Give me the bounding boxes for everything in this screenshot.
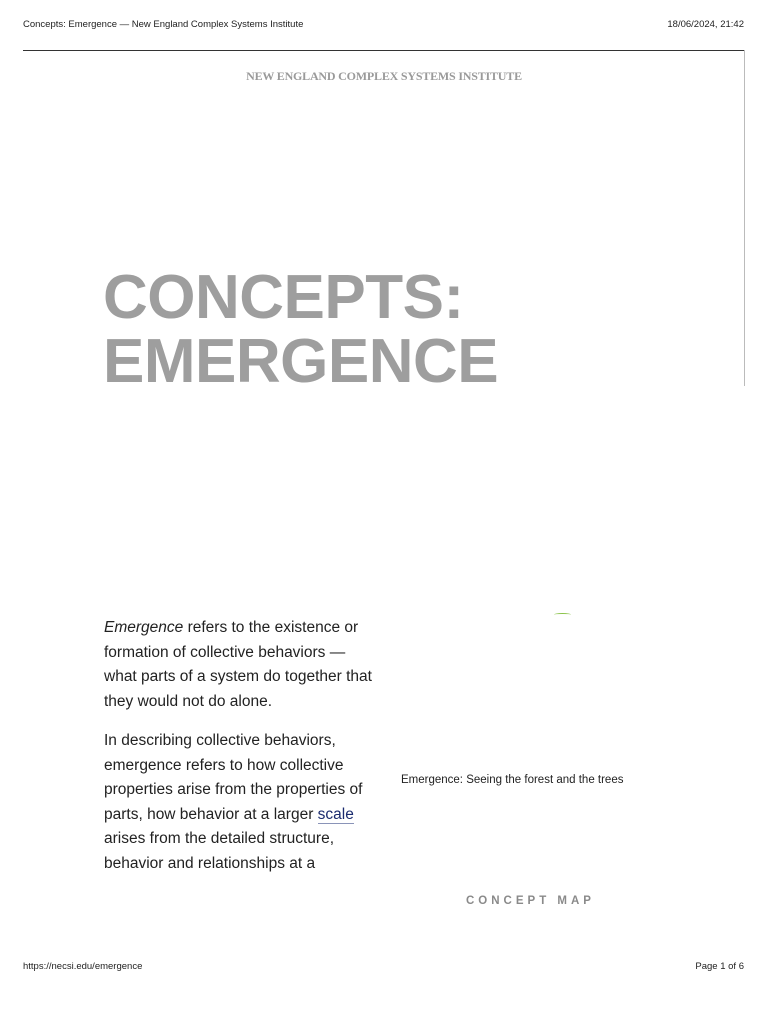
- print-header-title: Concepts: Emergence — New England Complex Systems Institute: [23, 19, 304, 30]
- scale-link[interactable]: scale: [317, 805, 354, 823]
- page-title-line2: EMERGENCE: [103, 327, 499, 396]
- print-footer-page: Page 1 of 6: [695, 961, 744, 972]
- paragraph-1: [104, 616, 372, 714]
- page-title: [103, 263, 499, 396]
- site-name-link[interactable]: NEW ENGLAND COMPLEX SYSTEMS INSTITUTE: [246, 69, 522, 83]
- paragraph-2: [104, 729, 372, 876]
- print-header: [23, 19, 744, 30]
- article-body-clip: [104, 616, 384, 920]
- leaf-image-fragment: [554, 613, 571, 616]
- image-caption: Emergence: Seeing the forest and the trees: [401, 774, 624, 786]
- article-body: [104, 616, 372, 876]
- right-edge-divider: [744, 50, 745, 386]
- print-footer: [23, 961, 744, 972]
- print-header-datetime: 18/06/2024, 21:42: [667, 19, 744, 30]
- header-divider: [23, 50, 744, 51]
- paragraph-2-text-a: In describing collective behaviors, emergence refers to how collective properties arise from the properties of parts, how behavior at a larger: [104, 732, 363, 823]
- concept-map-link[interactable]: CONCEPT MAP: [466, 895, 595, 907]
- page-title-line1: CONCEPTS:: [103, 263, 464, 332]
- print-footer-url: https://necsi.edu/emergence: [23, 961, 143, 972]
- paragraph-1-text: refers to the existence or formation of collective behaviors — what parts of a system do together that they would not do alone.: [104, 619, 372, 710]
- term-emergence: Emergence: [104, 619, 184, 636]
- paragraph-2-text-b: arises from the detailed structure, behavior and relationships at a: [104, 830, 335, 872]
